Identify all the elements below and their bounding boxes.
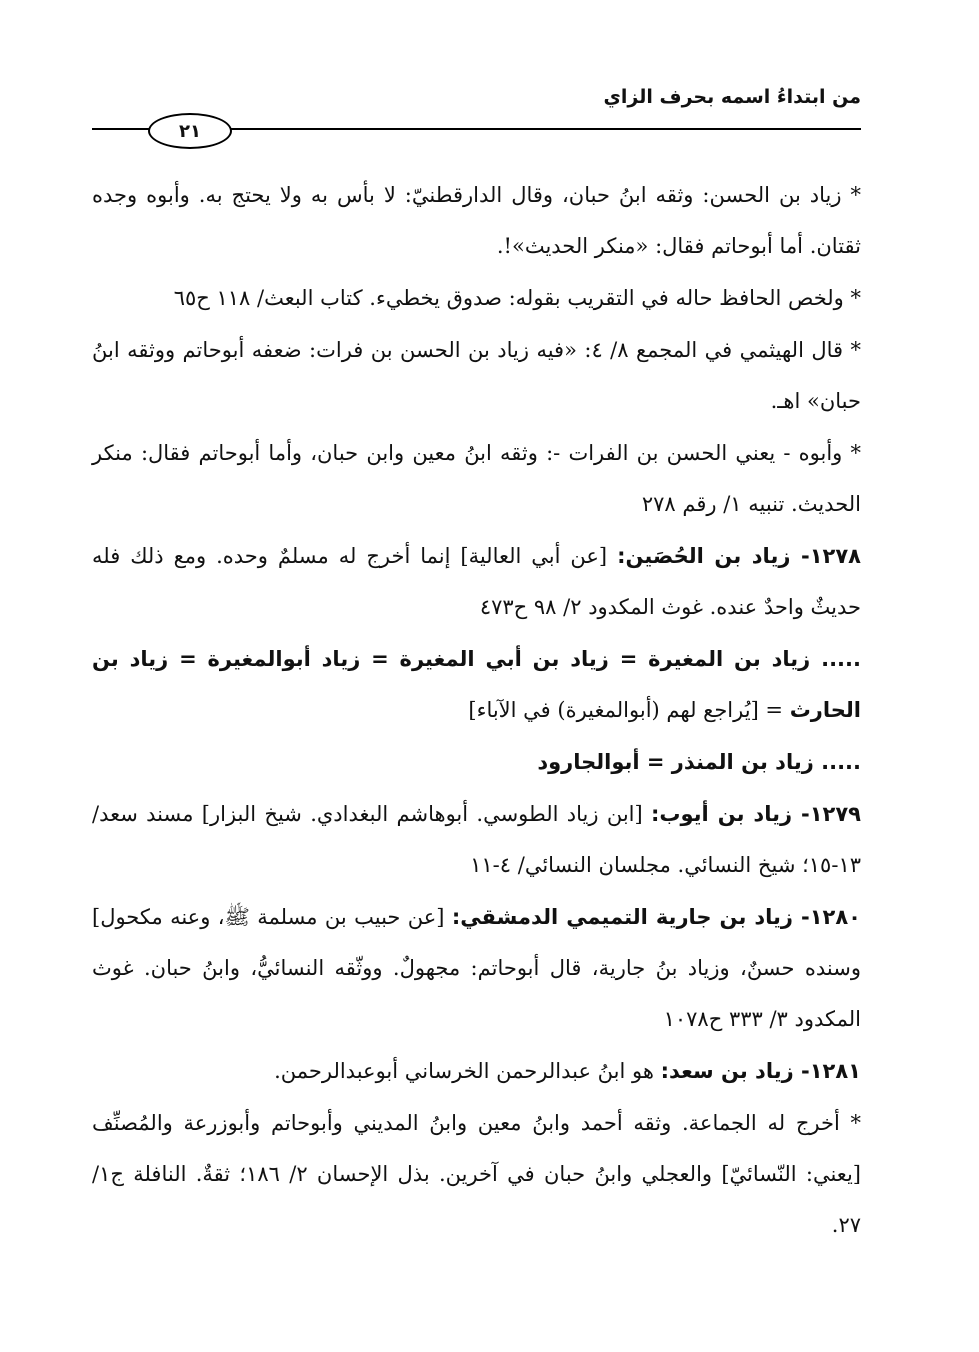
page-body	[92, 170, 861, 1252]
entry-1280	[92, 892, 861, 1045]
running-title: من ابتداءُ اسمه بحرف الزاي	[603, 86, 861, 108]
paragraph-jamaa	[92, 1098, 861, 1251]
entry-1279	[92, 789, 861, 891]
entry-1278	[92, 531, 861, 633]
entry-text: [ابن زياد الطوسي. أبوهاشم البغدادي. شيخ البزار] مسند سعد/ ١٣-١٥؛ شيخ النسائي. مجلسان النسائي/ ٤-١١	[92, 802, 861, 877]
paragraph-text: * ولخص الحافظ حاله في التقريب بقوله: صدوق يخطيء. كتاب البعث/ ١١٨ ح٦٥	[173, 286, 861, 310]
entry-heading: ١٢٨١- زياد بن سعد:	[660, 1059, 861, 1083]
entry-heading: ١٢٧٨- زياد بن الحُصَين:	[617, 544, 861, 568]
paragraph-text: * قال الهيثمي في المجمع ٨/ ٤: «فيه زياد بن الحسن بن فرات: ضعفه أبوحاتم ووثقه ابنُ حبان» اهـ.	[92, 338, 861, 413]
entry-heading: ..... زياد بن المغيرة = زياد بن أبي المغيرة = زياد أبوالمغيرة = زياد بن الحارث	[92, 647, 861, 722]
entry-heading: ١٢٧٩- زياد بن أيوب:	[651, 802, 861, 826]
paragraph-haythami	[92, 325, 861, 427]
entry-text: = [يُراجع لهم (أبوالمغيرة) في الآباء]	[468, 698, 790, 722]
paragraph-father	[92, 428, 861, 530]
entry-heading: ..... زياد بن المنذر = أبوالجارود	[537, 750, 861, 774]
paragraph-taqrib-summary	[92, 273, 861, 324]
entry-1281	[92, 1046, 861, 1097]
paragraph-ziyad-ibn-al-hasan	[92, 170, 861, 272]
paragraph-text: * وأبوه - يعني الحسن بن الفرات -: وثقه ابنُ معين وابن حبان، وأما أبوحاتم فقال: منكر الحديث. تنبيه ١/ رقم ٢٧٨	[92, 441, 861, 516]
entry-heading: ١٢٨٠- زياد بن جارية التميمي الدمشقي:	[451, 905, 861, 929]
entry-text: هو ابنُ عبدالرحمن الخرساني أبوعبدالرحمن.	[274, 1059, 661, 1083]
paragraph-text: * أخرج له الجماعة. وثقه أحمد وابنُ معين وابنُ المديني وأبوحاتم وأبوزرعة والمُصنِّف [يعني: النّسائيّ] والعجلي وابنُ حبان في آخرين. بذل الإحسان ٢/ ١٨٦؛ ثقةٌ. النافلة ج١/ ٢٧.	[92, 1111, 861, 1237]
cross-reference-ibn-al-mughira	[92, 634, 861, 736]
page-number: ٢١	[148, 113, 232, 149]
entry-text: [عن حبيب بن مسلمة ﷺ، وعنه مكحول] وسنده حسنٌ، وزياد بنُ جارية، قال أبوحاتم: مجهولٌ. ووثّقه النسائيُّ، وابنُ حبان. غوث المكدود ٣/ ٣٣٣ ح١٠٧٨	[92, 905, 861, 1031]
entry-text: [عن أبي العالية] إنما أخرج له مسلمٌ وحده. ومع ذلك فله حديثٌ واحدٌ عنده. غوث المكدود ٢/ ٩٨ ح٤٧٣	[92, 544, 861, 619]
paragraph-text: * زياد بن الحسن: وثقه ابنُ حبان، وقال الدارقطنيّ: لا بأس به ولا يحتج به. وأبوه وجده ثقتان. أما أبوحاتم فقال: «منكر الحديث»!.	[92, 183, 861, 258]
cross-reference-ibn-al-mundhir	[92, 737, 861, 788]
